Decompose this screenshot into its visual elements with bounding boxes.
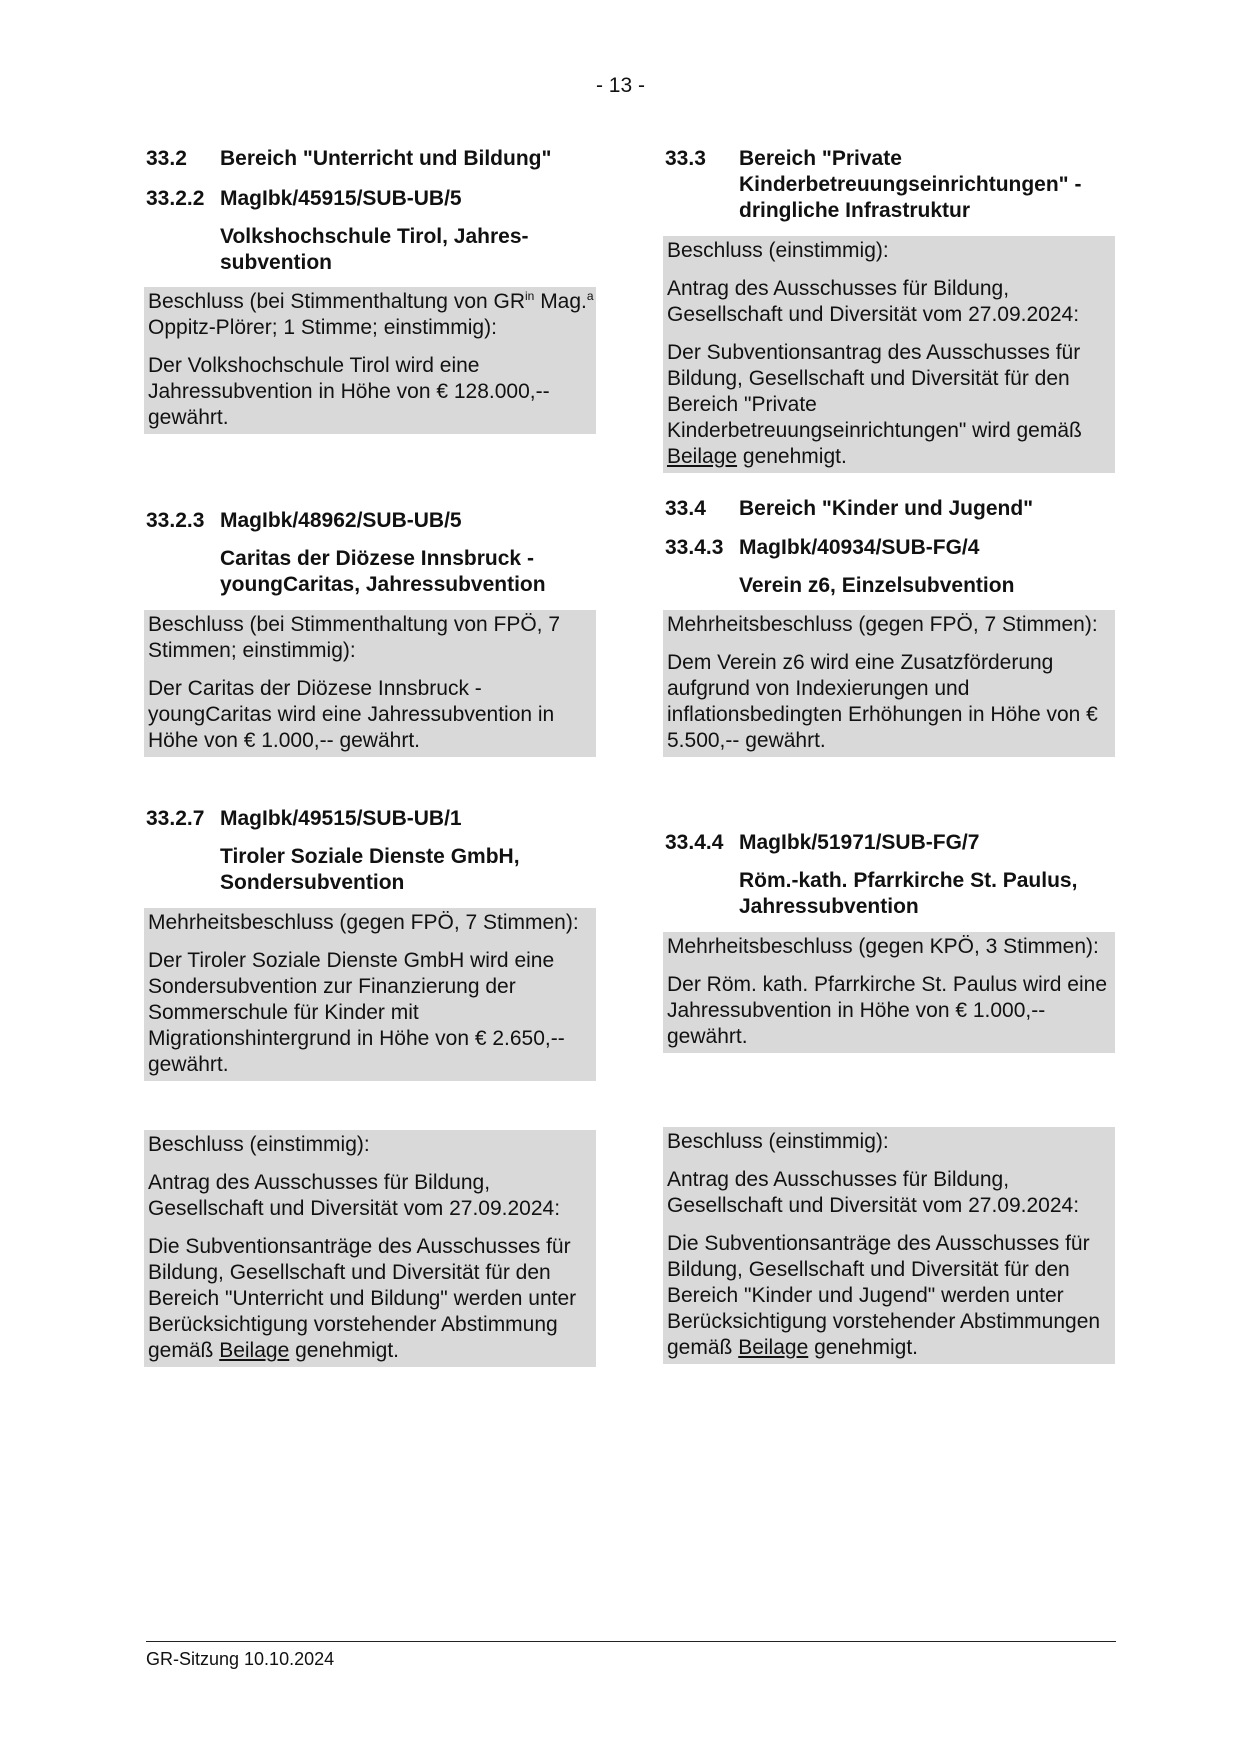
resolution-text: Die Subventionsanträge des Ausschusses für Bildung, Gesellschaft und Diversität für den Bereich "Kinder und Jugend" werden unter Berücksichtigung vorstehender Abstimmungen gemäß Beilage genehmigt. bbox=[667, 1232, 1101, 1359]
resolution-box-33-2-3 bbox=[144, 610, 596, 757]
resolution-vote: Beschluss (bei Stimmenthaltung von FPÖ, 7 Stimmen; einstimmig): bbox=[148, 613, 561, 662]
item-33-2-2 bbox=[146, 186, 598, 276]
resolution-text: Der Volkshochschule Tirol wird eine Jahressubvention in Höhe von € 128.000,-- gewährt. bbox=[148, 354, 550, 429]
motion-text: Antrag des Ausschusses für Bildung, Gesellschaft und Diversität vom 27.09.2024: bbox=[148, 1171, 561, 1220]
resolution-box-33-2-2 bbox=[144, 287, 596, 434]
resolution-box-33-4-4 bbox=[663, 932, 1115, 1053]
item-subtitle: Tiroler Soziale Dienste GmbH, Sondersubvention bbox=[220, 845, 520, 894]
page-number: - 13 - bbox=[595, 74, 645, 97]
item-reference: MagIbk/40934/SUB-FG/4 bbox=[739, 536, 980, 559]
item-reference: MagIbk/49515/SUB-UB/1 bbox=[220, 807, 462, 830]
item-33-2-3 bbox=[146, 508, 598, 598]
resolution-text: Der Röm. kath. Pfarrkirche St. Paulus wird eine Jahressubvention in Höhe von € 1.000,-- gewährt. bbox=[667, 973, 1107, 1048]
resolution-box-33-4-3 bbox=[663, 610, 1115, 757]
beilage-link[interactable]: Beilage bbox=[667, 445, 738, 468]
footer-text: GR-Sitzung 10.10.2024 bbox=[146, 1649, 335, 1669]
resolution-vote: Mehrheitsbeschluss (gegen FPÖ, 7 Stimmen): bbox=[667, 613, 1098, 636]
item-33-4-4 bbox=[665, 830, 1117, 920]
section-number: 33.2 bbox=[146, 147, 187, 170]
motion-text: Antrag des Ausschusses für Bildung, Gesellschaft und Diversität vom 27.09.2024: bbox=[667, 277, 1080, 326]
beilage-link[interactable]: Beilage bbox=[738, 1336, 809, 1359]
section-title: Bereich "Unterricht und Bildung" bbox=[220, 147, 552, 170]
item-number: 33.2.2 bbox=[146, 187, 205, 210]
section-33-2 bbox=[146, 146, 598, 172]
resolution-vote: Beschluss (einstimmig): bbox=[148, 1133, 370, 1156]
resolution-box-33-3 bbox=[663, 236, 1115, 473]
resolution-box-final-right bbox=[663, 1127, 1115, 1364]
section-title: Bereich "Kinder und Jugend" bbox=[739, 497, 1034, 520]
resolution-box-33-2-7 bbox=[144, 908, 596, 1081]
resolution-text: Die Subventionsanträge des Ausschusses für Bildung, Gesellschaft und Diversität für den Bereich "Unterricht und Bildung" werden unter Berücksichtigung vorstehender Abstimmung gemäß Beilage genehmigt. bbox=[148, 1235, 577, 1362]
resolution-box-final-left bbox=[144, 1130, 596, 1367]
item-reference: MagIbk/48962/SUB-UB/5 bbox=[220, 509, 462, 532]
resolution-text: Der Caritas der Diözese Innsbruck - youngCaritas wird eine Jahressubvention in Höhe von € 1.000,-- gewährt. bbox=[148, 677, 555, 752]
item-reference: MagIbk/51971/SUB-FG/7 bbox=[739, 831, 980, 854]
item-subtitle: Verein z6, Einzelsubvention bbox=[739, 574, 1015, 597]
resolution-text: Der Tiroler Soziale Dienste GmbH wird eine Sondersubvention zur Finanzierung der Sommerschule für Kinder mit Migrationshintergrund in Höhe von € 2.650,-- gewährt. bbox=[148, 949, 565, 1076]
resolution-text: Der Subventionsantrag des Ausschusses für Bildung, Gesellschaft und Diversität für den Bereich "Private Kinderbetreuungseinrichtungen" wird gemäß Beilage genehmigt. bbox=[667, 341, 1082, 468]
footer-divider bbox=[146, 1641, 1116, 1642]
item-subtitle: Caritas der Diözese Innsbruck - youngCaritas, Jahressubvention bbox=[220, 547, 546, 596]
item-number: 33.4.4 bbox=[665, 831, 724, 854]
item-number: 33.4.3 bbox=[665, 536, 724, 559]
motion-text: Antrag des Ausschusses für Bildung, Gesellschaft und Diversität vom 27.09.2024: bbox=[667, 1168, 1080, 1217]
item-reference: MagIbk/45915/SUB-UB/5 bbox=[220, 187, 462, 210]
section-33-3 bbox=[665, 146, 1117, 224]
section-number: 33.3 bbox=[665, 147, 706, 170]
resolution-vote: Mehrheitsbeschluss (gegen FPÖ, 7 Stimmen): bbox=[148, 911, 579, 934]
item-33-4-3 bbox=[665, 535, 1117, 599]
section-number: 33.4 bbox=[665, 497, 706, 520]
resolution-vote: Beschluss (einstimmig): bbox=[667, 1130, 889, 1153]
resolution-text: Dem Verein z6 wird eine Zusatzförderung aufgrund von Indexierungen und inflationsbedingten Erhöhungen in Höhe von € 5.500,-- gewährt. bbox=[667, 651, 1098, 752]
item-subtitle: Röm.-kath. Pfarrkirche St. Paulus, Jahressubvention bbox=[739, 869, 1078, 918]
resolution-vote: Mehrheitsbeschluss (gegen KPÖ, 3 Stimmen): bbox=[667, 935, 1099, 958]
resolution-vote: Beschluss (bei Stimmenthaltung von $GR^{in}$ Mag.$^a$ Oppitz-Plörer; 1 Stimme; einstimmig): bbox=[148, 289, 594, 339]
item-subtitle: Volkshochschule Tirol, Jahres- subvention bbox=[220, 225, 529, 274]
section-33-4 bbox=[665, 496, 1117, 522]
resolution-vote: Beschluss (einstimmig): bbox=[667, 239, 889, 262]
section-title: Bereich "Private Kinderbetreuungseinrichtungen" - dringliche Infrastruktur bbox=[739, 147, 1082, 222]
beilage-link[interactable]: Beilage bbox=[219, 1339, 290, 1362]
item-number: 33.2.7 bbox=[146, 807, 205, 830]
item-33-2-7 bbox=[146, 806, 598, 896]
item-number: 33.2.3 bbox=[146, 509, 205, 532]
